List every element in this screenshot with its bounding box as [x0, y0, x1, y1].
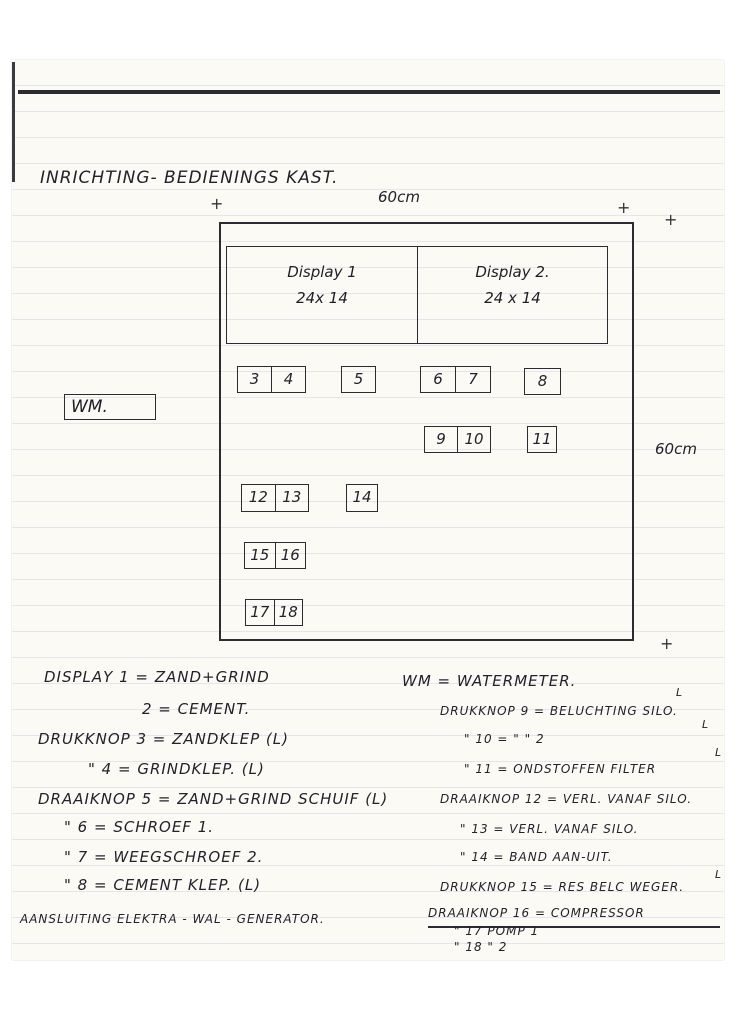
left-margin-line [12, 62, 15, 182]
button-18[interactable]: 18 [274, 600, 303, 625]
display-2-size: 24 x 14 [484, 289, 541, 307]
legend-button-3: DRUKKNOP 3 = ZANDKLEP (L) [38, 730, 289, 748]
corner-mark: + [664, 210, 678, 229]
button-9[interactable]: 9 [436, 430, 446, 448]
corner-mark: + [617, 198, 631, 217]
display-1 [226, 246, 418, 344]
height-dimension: 60cm [655, 440, 697, 458]
legend-button-16: DRAAIKNOP 16 = COMPRESSOR [428, 906, 645, 920]
button-group-9-10 [424, 426, 491, 453]
legend-button-17: " 17 POMP 1 [454, 924, 540, 938]
legend-watermeter: WM = WATERMETER. [402, 672, 577, 690]
top-rule [18, 90, 720, 94]
button-17[interactable]: 17 [250, 603, 270, 621]
l-mark: L [715, 746, 722, 759]
display-2-label: Display 2. [475, 263, 550, 281]
legend-button-15: DRUKKNOP 15 = RES BELC WEGER. [440, 880, 685, 894]
l-mark: L [715, 868, 722, 881]
button-11[interactable]: 11 [527, 426, 557, 453]
button-group-17-18 [245, 599, 303, 626]
button-group-12-13 [241, 484, 309, 512]
legend-display-1: DISPLAY 1 = ZAND+GRIND [44, 668, 270, 686]
button-7[interactable]: 7 [455, 367, 490, 392]
button-group-3-4 [237, 366, 306, 393]
legend-button-5: DRAAIKNOP 5 = ZAND+GRIND SCHUIF (L) [38, 790, 389, 808]
button-16[interactable]: 16 [275, 543, 306, 568]
corner-mark: + [660, 634, 674, 653]
legend-button-10: " 10 = " " 2 [464, 732, 545, 746]
watermeter-box: WM. [64, 394, 156, 420]
legend-button-14: " 14 = BAND AAN-UIT. [460, 850, 613, 864]
width-dimension: 60cm [378, 188, 420, 206]
display-1-size: 24x 14 [296, 289, 348, 307]
legend-button-9: DRUKKNOP 9 = BELUCHTING SILO. [440, 704, 678, 718]
button-5[interactable]: 5 [341, 366, 376, 393]
legend-button-18: " 18 " 2 [454, 940, 508, 954]
legend-button-6: " 6 = SCHROEF 1. [64, 818, 215, 836]
button-group-15-16 [244, 542, 306, 569]
legend-button-11: " 11 = ONDSTOFFEN FILTER [464, 762, 657, 776]
button-15[interactable]: 15 [250, 546, 270, 564]
legend-button-13: " 13 = VERL. VANAF SILO. [460, 822, 639, 836]
l-mark: L [676, 686, 683, 699]
button-6[interactable]: 6 [433, 370, 443, 388]
button-group-6-7 [420, 366, 491, 393]
legend-display-2: 2 = CEMENT. [142, 700, 251, 718]
l-mark: L [702, 718, 709, 731]
legend-connection: AANSLUITING ELEKTRA - WAL - GENERATOR. [20, 912, 325, 926]
button-4[interactable]: 4 [271, 367, 305, 392]
display-2 [417, 246, 608, 344]
legend-button-7: " 7 = WEEGSCHROEF 2. [64, 848, 264, 866]
button-12[interactable]: 12 [248, 488, 268, 506]
legend-button-8: " 8 = CEMENT KLEP. (L) [64, 876, 262, 894]
button-3[interactable]: 3 [249, 370, 260, 388]
button-14[interactable]: 14 [346, 484, 378, 512]
button-8[interactable]: 8 [524, 368, 561, 395]
page-title: INRICHTING- BEDIENINGS KAST. [40, 168, 339, 188]
legend-button-12: DRAAIKNOP 12 = VERL. VANAF SILO. [440, 792, 693, 806]
button-10[interactable]: 10 [457, 427, 490, 452]
corner-mark: + [210, 194, 224, 213]
display-1-label: Display 1 [287, 263, 357, 281]
button-13[interactable]: 13 [275, 485, 309, 511]
legend-button-4: " 4 = GRINDKLEP. (L) [88, 760, 265, 778]
